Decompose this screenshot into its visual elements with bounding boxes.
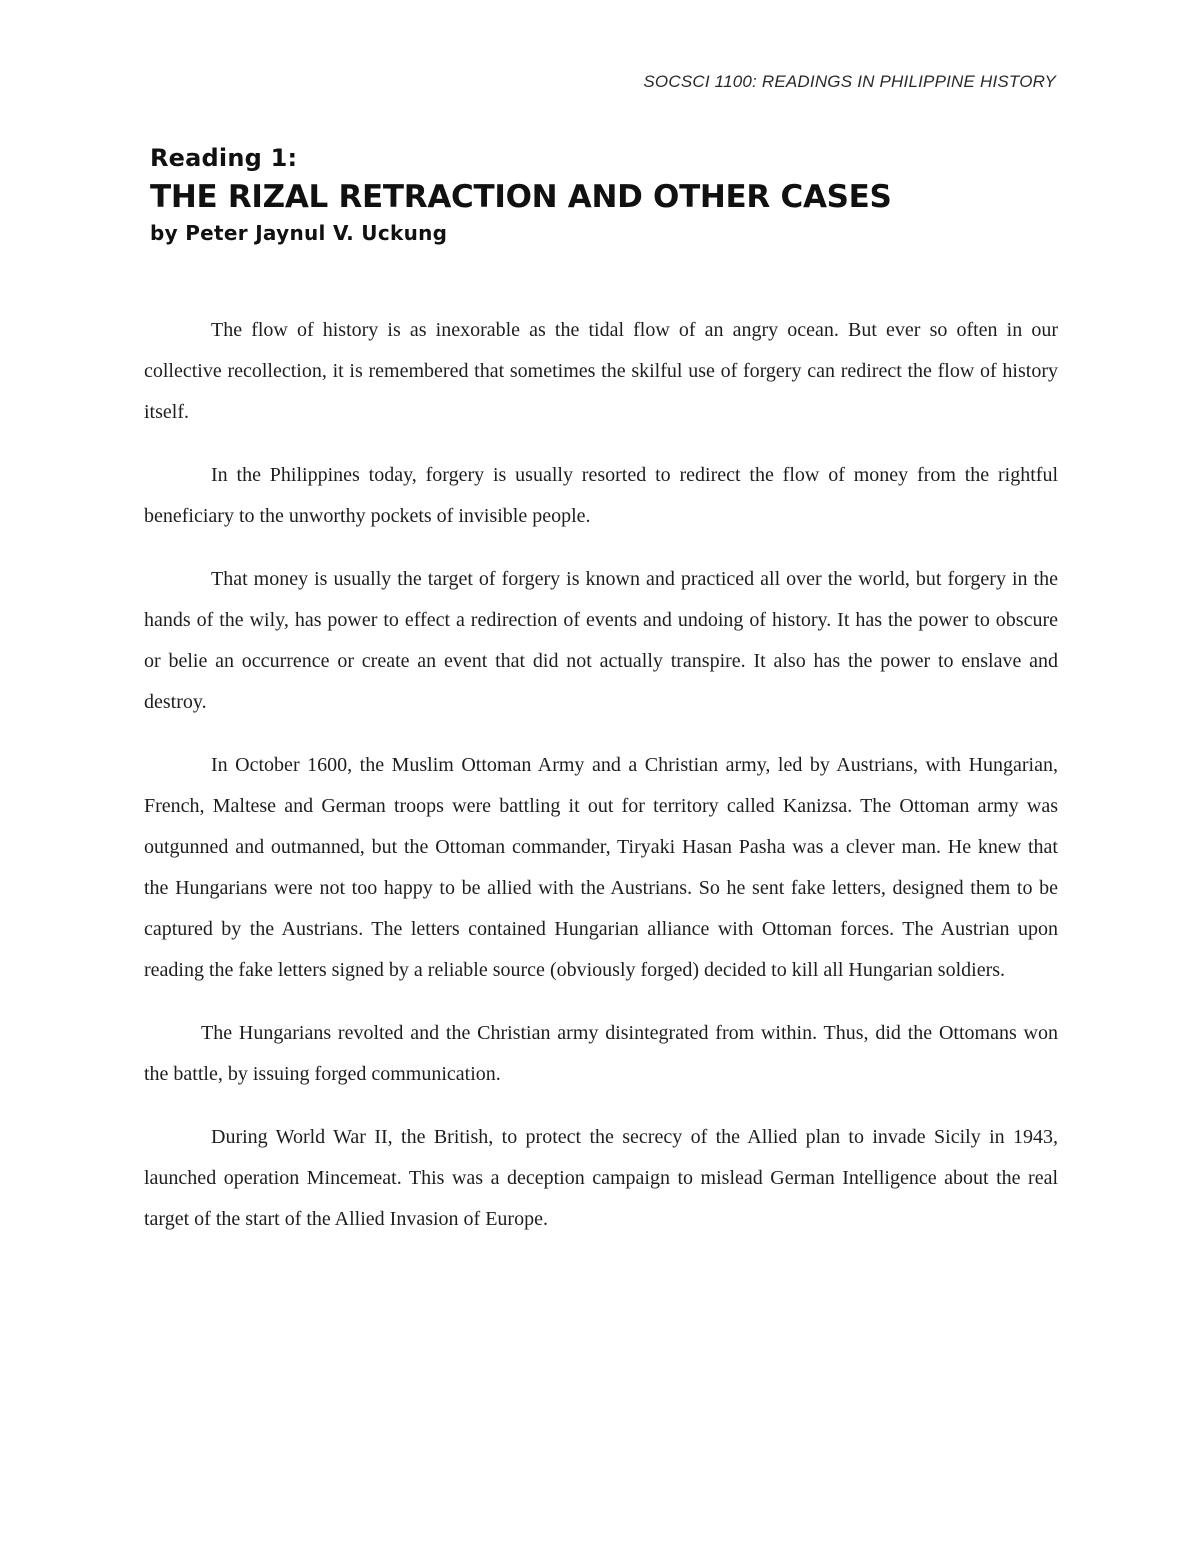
paragraph-5: The Hungarians revolted and the Christian army disintegrated from within. Thus, did the Ottomans won the battle, by issuing forged communication.: [144, 1022, 1058, 1085]
running-header: SOCSCI 1100: READINGS IN PHILIPPINE HISTORY: [643, 72, 1056, 91]
title-block: [150, 140, 1060, 248]
paragraph-1: The flow of history is as inexorable as the tidal flow of an angry ocean. But ever so often in our collective recollection, it is remembered that sometimes the skilful use of forgery can redirect the flow of history itself.: [144, 319, 1058, 423]
author-byline: by Peter Jaynul V. Uckung: [150, 221, 448, 245]
paragraph-6: During World War II, the British, to protect the secrecy of the Allied plan to invade Sicily in 1943, launched operation Mincemeat. This was a deception campaign to mislead German Intelligence about the real target of the start of the Allied Invasion of Europe.: [144, 1126, 1058, 1230]
paragraph-2: In the Philippines today, forgery is usually resorted to redirect the flow of money from the rightful beneficiary to the unworthy pockets of invisible people.: [144, 464, 1058, 527]
body-text: [144, 310, 1058, 1262]
document-title: THE RIZAL RETRACTION AND OTHER CASES: [150, 179, 892, 215]
paragraph-4: In October 1600, the Muslim Ottoman Army and a Christian army, led by Austrians, with Hungarian, French, Maltese and German troops were battling it out for territory called Kanizsa. The Ottoman army was outgunned and outmanned, but the Ottoman commander, Tiryaki Hasan Pasha was a clever man. He knew that the Hungarians were not too happy to be allied with the Austrians. So he sent fake letters, designed them to be captured by the Austrians. The letters contained Hungarian alliance with Ottoman forces. The Austrian upon reading the fake letters signed by a reliable source (obviously forged) decided to kill all Hungarian soldiers.: [144, 754, 1058, 981]
paragraph-3: That money is usually the target of forgery is known and practiced all over the world, but forgery in the hands of the wily, has power to effect a redirection of events and undoing of history. It has the power to obscure or belie an occurrence or create an event that did not actually transpire. It also has the power to enslave and destroy.: [144, 568, 1058, 713]
reading-label: Reading 1:: [150, 144, 298, 172]
